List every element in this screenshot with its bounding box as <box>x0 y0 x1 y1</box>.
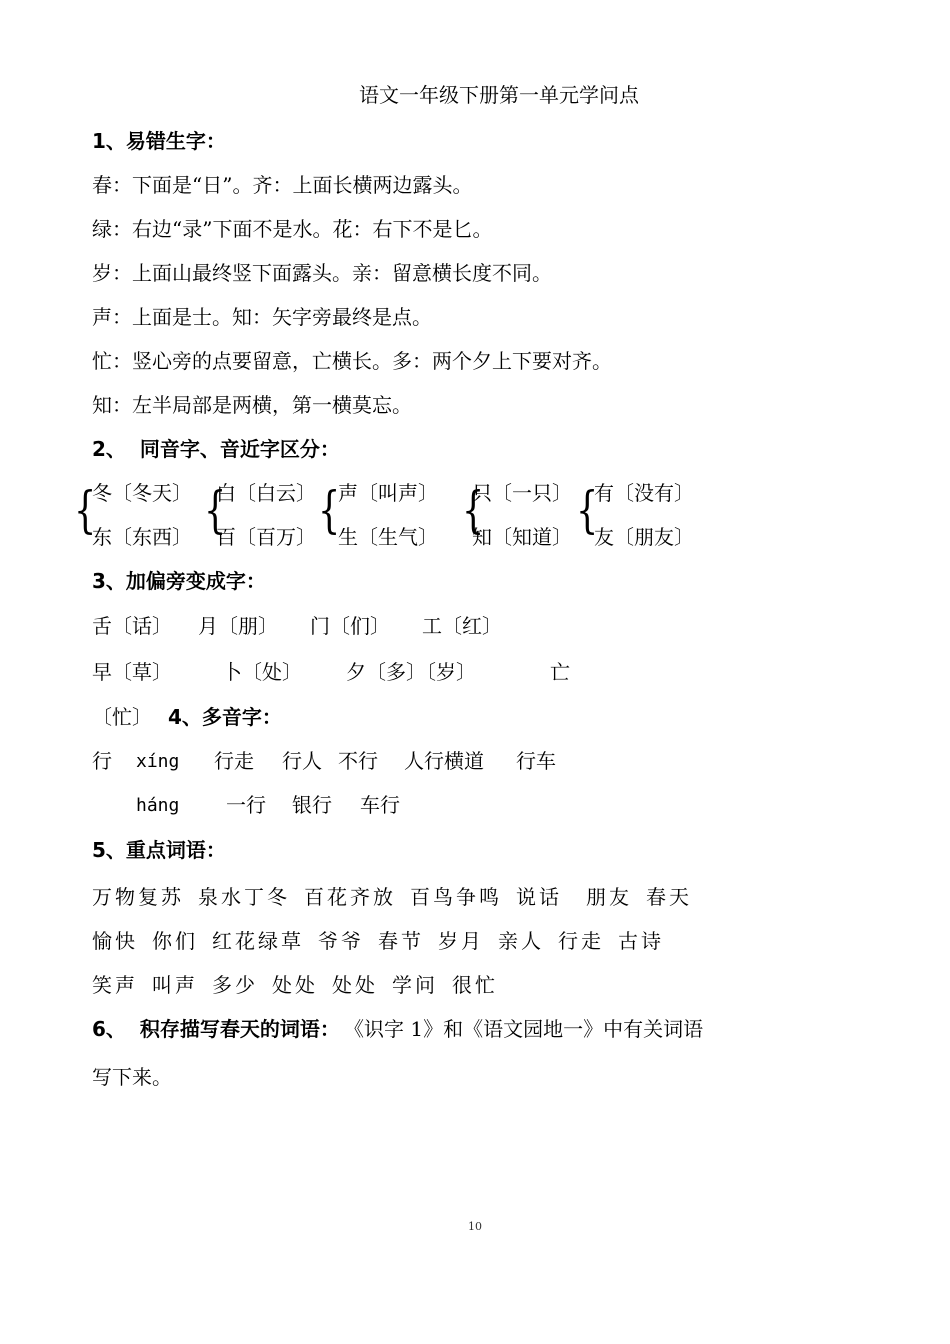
s1-line: 绿：右边“录”下面不是水。花：右下不是匕。 <box>92 217 493 241</box>
section-6-text: 《识字 1》和《语文园地一》中有关词语 <box>344 1017 704 1041</box>
vocab-word: 古诗 <box>618 929 664 953</box>
section-1-heading: 1、易错生字： <box>92 129 226 153</box>
polyphone-word: 行人 <box>282 749 322 773</box>
page-title: 语文一年级下册第一单元学问点 <box>359 83 639 107</box>
vocab-word: 叫声 <box>152 973 198 997</box>
vocab-word: 行走 <box>558 929 604 953</box>
vocab-word: 愉快 <box>92 929 138 953</box>
homophone-bottom: 生〔生气〕 <box>338 525 438 549</box>
homophone-bottom: 友〔朋友〕 <box>594 525 694 549</box>
polyphone-word: 行走 <box>214 749 254 773</box>
radical-item: 工〔红〕 <box>422 614 502 638</box>
vocab-word: 百花齐放 <box>304 885 396 909</box>
vocab-word: 爷爷 <box>318 929 364 953</box>
vocab-row <box>92 972 512 998</box>
radical-item: 卜〔处〕 <box>222 660 302 684</box>
section-2-heading: 2、 同音字、音近字区分： <box>92 437 340 461</box>
section-3-heading: 3、加偏旁变成字： <box>92 569 266 593</box>
polyphone-word: 一行 <box>226 793 266 817</box>
brace-icon: { <box>462 481 485 539</box>
vocab-word: 处处 <box>272 973 318 997</box>
vocab-word: 朋友 <box>586 885 632 909</box>
polyphone-word: 不行 <box>338 749 378 773</box>
vocab-word: 你们 <box>152 929 198 953</box>
vocab-word: 百鸟争鸣 <box>410 885 502 909</box>
section-6-text: 写下来。 <box>92 1065 172 1089</box>
brace-icon: { <box>74 481 97 539</box>
radical-item: 门〔们〕 <box>310 614 390 638</box>
pinyin: xíng <box>136 751 180 772</box>
homophone-bottom: 东〔东西〕 <box>92 525 192 549</box>
brace-icon: { <box>318 481 341 539</box>
radical-item: 亡 <box>550 660 570 684</box>
vocab-word: 处处 <box>332 973 378 997</box>
homophone-bottom: 百〔百万〕 <box>216 525 316 549</box>
homophone-top: 白〔白云〕 <box>216 481 316 505</box>
polyphone-word: 人行横道 <box>404 749 484 773</box>
s1-line: 忙：竖心旁的点要留意，亡横长。多：两个夕上下要对齐。 <box>92 349 612 373</box>
radical-item: 〔忙〕 <box>92 705 152 729</box>
radical-item: 月〔朋〕 <box>198 614 278 638</box>
brace-icon: { <box>576 481 599 539</box>
polyphone-word: 行车 <box>516 749 556 773</box>
radical-item: 舌〔话〕 <box>92 614 172 638</box>
polyphone-word: 银行 <box>292 793 332 817</box>
homophone-top: 只〔一只〕 <box>472 481 572 505</box>
homophone-top: 声〔叫声〕 <box>338 481 438 505</box>
vocab-word: 万物复苏 <box>92 885 184 909</box>
vocab-word: 很忙 <box>452 973 498 997</box>
section-4-heading: 4、多音字： <box>168 705 282 729</box>
vocab-row <box>92 928 678 954</box>
pinyin: háng <box>136 795 180 816</box>
vocab-word: 泉水丁冬 <box>198 885 290 909</box>
section-5-heading: 5、重点词语： <box>92 838 226 862</box>
s1-line: 春：下面是“日”。齐：上面长横两边露头。 <box>92 173 473 197</box>
s1-line: 知：左半局部是两横，第一横莫忘。 <box>92 393 412 417</box>
radical-item: 早〔草〕 <box>92 660 172 684</box>
vocab-word: 多少 <box>212 973 258 997</box>
brace-icon: { <box>204 481 227 539</box>
vocab-word: 红花绿草 <box>212 929 304 953</box>
vocab-word: 亲人 <box>498 929 544 953</box>
polyphone-word: 车行 <box>360 793 400 817</box>
homophone-bottom: 知〔知道〕 <box>472 525 572 549</box>
vocab-word: 岁月 <box>438 929 484 953</box>
vocab-word: 笑声 <box>92 973 138 997</box>
polyphone-char: 行 <box>92 749 112 773</box>
vocab-word: 学问 <box>392 973 438 997</box>
s1-line: 岁：上面山最终竖下面露头。亲：留意横长度不同。 <box>92 261 552 285</box>
page-number: 10 <box>468 1220 482 1233</box>
vocab-word: 春节 <box>378 929 424 953</box>
radical-item: 夕〔多〕〔岁〕 <box>346 660 476 684</box>
vocab-word: 春天 <box>646 885 692 909</box>
vocab-row <box>92 884 706 910</box>
homophone-top: 冬〔冬天〕 <box>92 481 192 505</box>
s1-line: 声：上面是士。知：矢字旁最终是点。 <box>92 305 432 329</box>
homophone-top: 有〔没有〕 <box>594 481 694 505</box>
section-6-heading: 6、 积存描写春天的词语： <box>92 1017 340 1041</box>
vocab-word: 说话 <box>516 885 562 909</box>
